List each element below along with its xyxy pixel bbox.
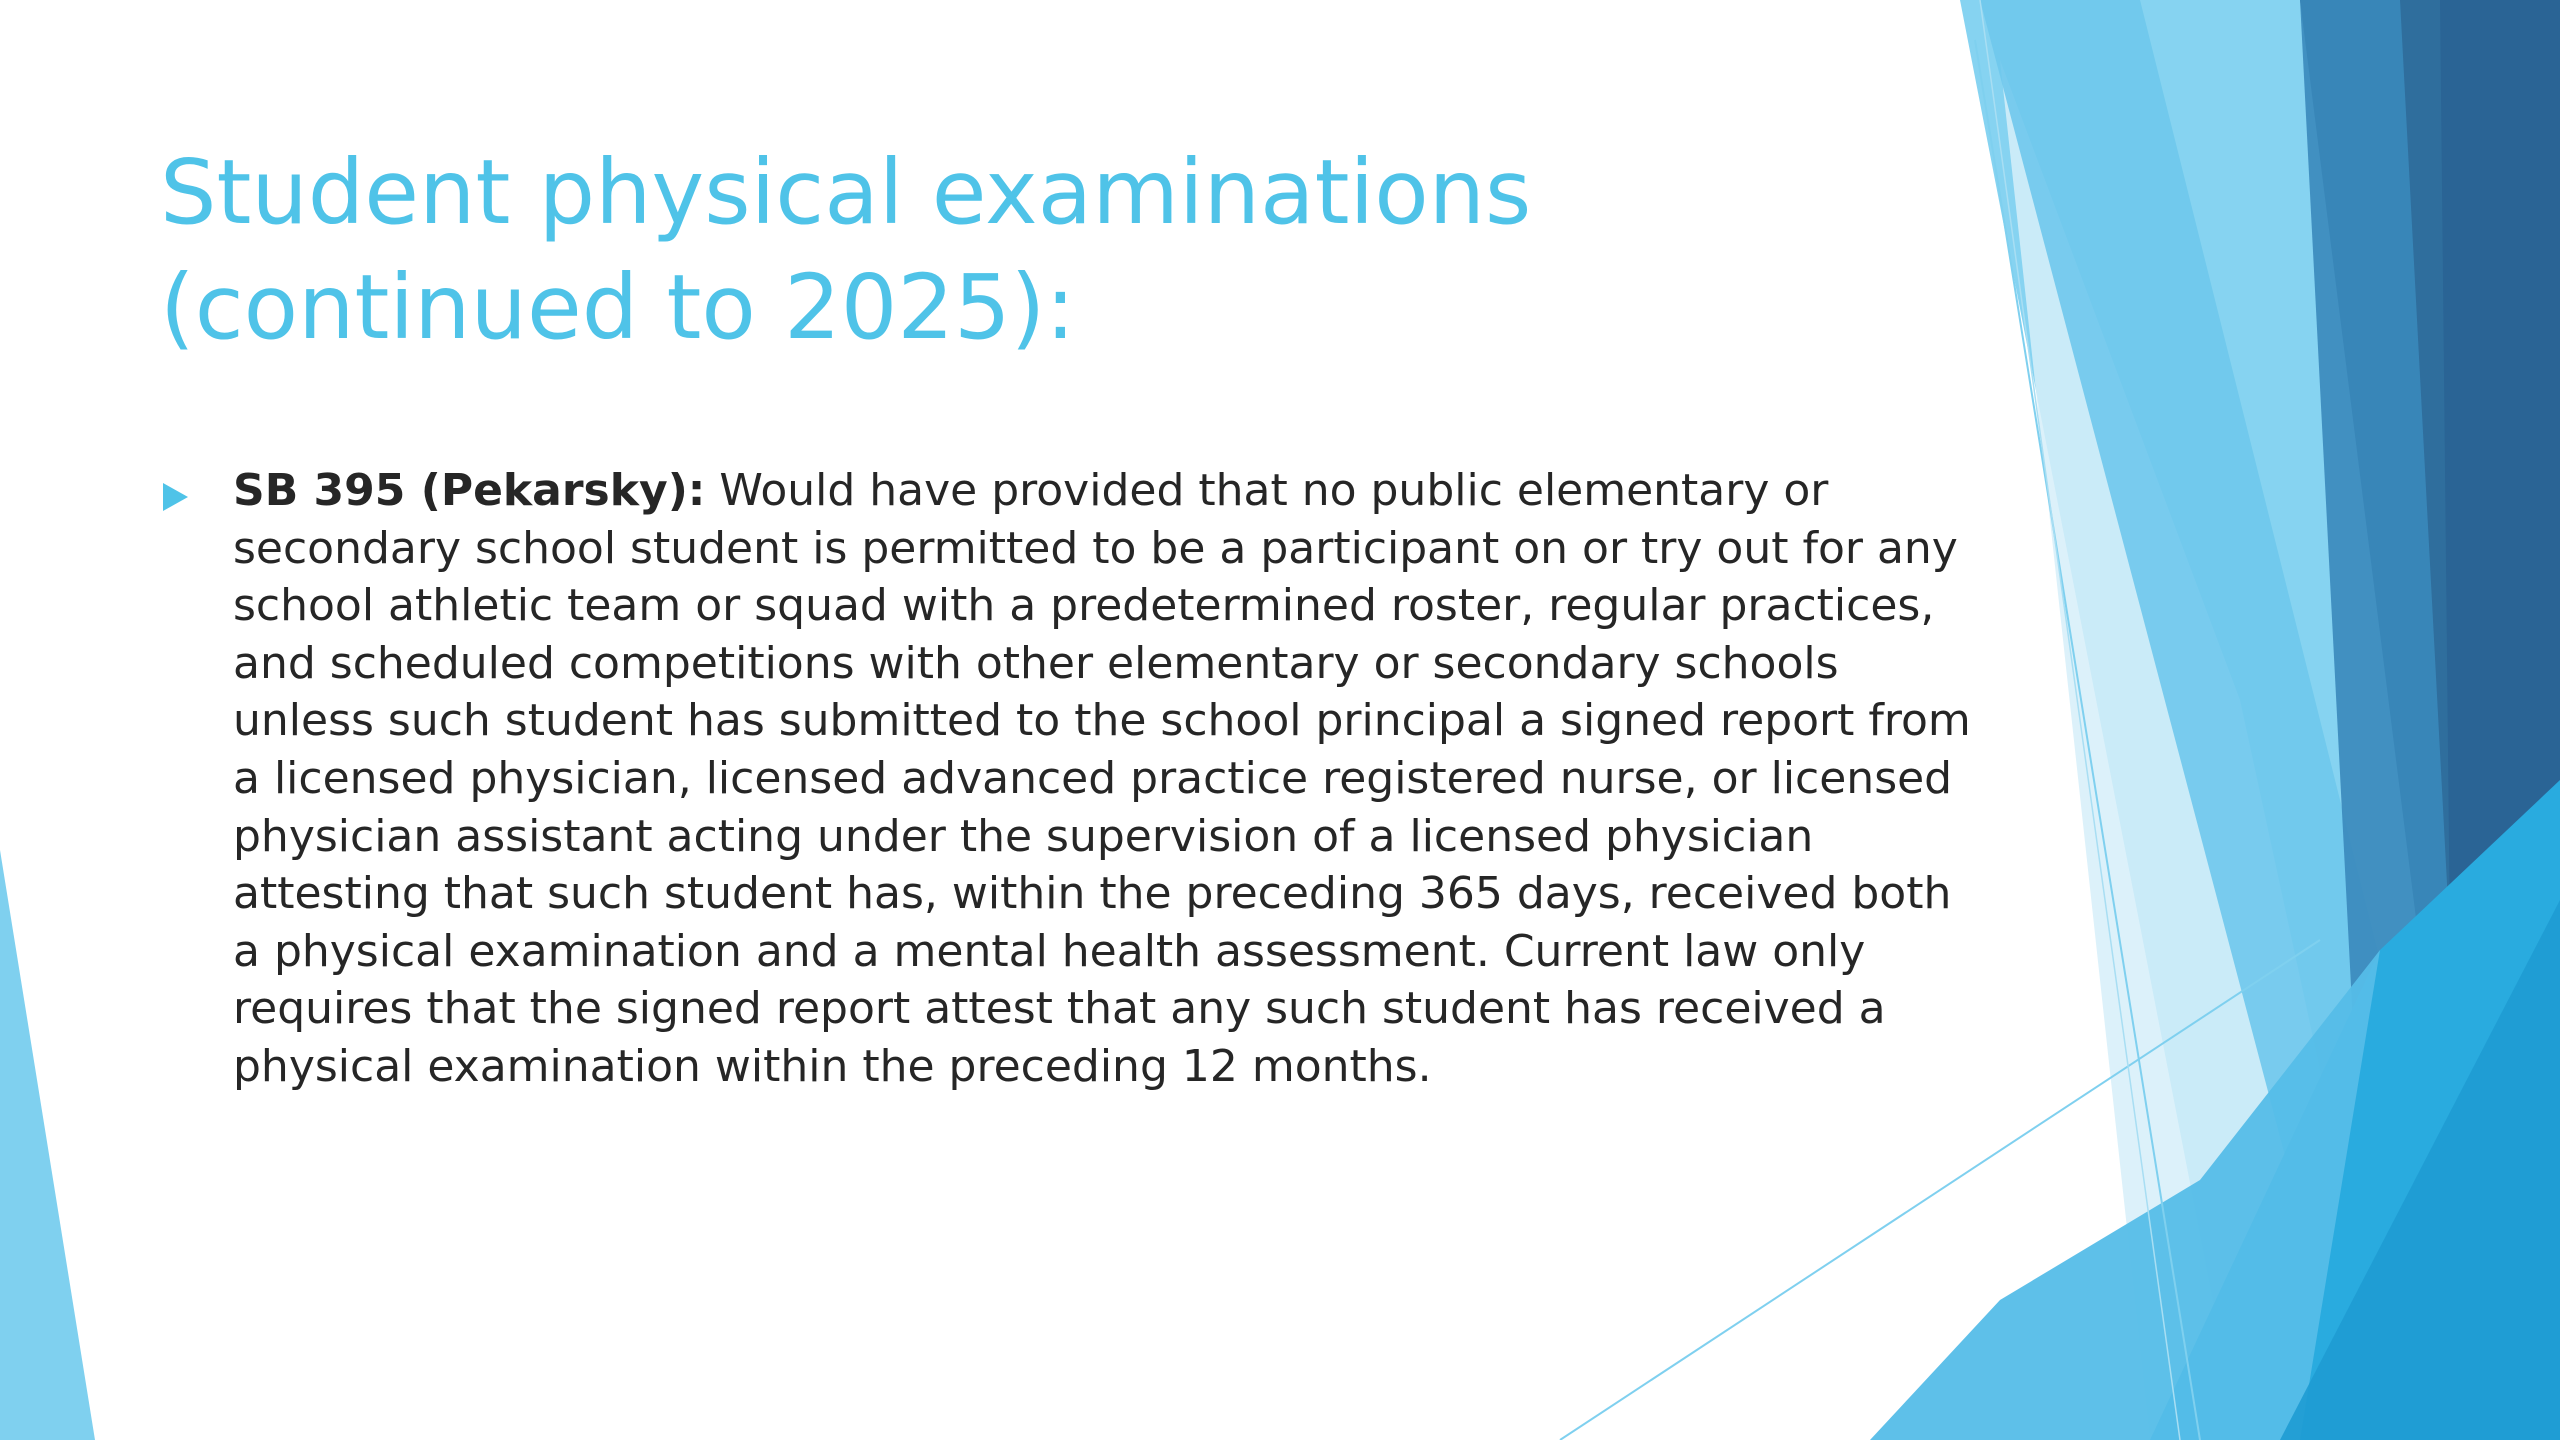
slide-title-line-2: (continued to 2025): [160, 255, 1076, 359]
triangle-right-icon [163, 483, 188, 511]
bullet-line: a licensed physician, licensed advanced practice registered nurse, or licensed [233, 752, 1953, 804]
bullet-line: physician assistant acting under the supervision of a licensed physician [233, 810, 1814, 862]
bullet-line: physical examination within the preceding 12 months. [233, 1040, 1432, 1092]
bullet-line: and scheduled competitions with other elementary or secondary schools [233, 637, 1839, 689]
slide-content [160, 462, 1971, 1096]
slide-title [160, 135, 1860, 365]
bullet-line: unless such student has submitted to the school principal a signed report from [233, 695, 1971, 747]
bullet-line: school athletic team or squad with a predetermined roster, regular practices, [233, 580, 1935, 632]
bullet-line: attesting that such student has, within the preceding 365 days, received both [233, 868, 1952, 920]
bill-label: SB 395 (Pekarsky): [233, 465, 706, 516]
bullet-line: requires that the signed report attest that any such student has received a [233, 983, 1886, 1035]
bullet-line: a physical examination and a mental health assessment. Current law only [233, 925, 1866, 977]
slide-title-line-1: Student physical examinations [160, 140, 1532, 244]
decor-left-sliver [0, 850, 95, 1440]
bullet-item [160, 462, 1971, 1096]
bullet-line: secondary school student is permitted to be a participant on or try out for any [233, 522, 1958, 574]
bullet-line-1 [233, 462, 1940, 520]
bullet-line-1-rest: Would have provided that no public elementary or [705, 465, 1829, 516]
bullet-text [233, 462, 1971, 1096]
